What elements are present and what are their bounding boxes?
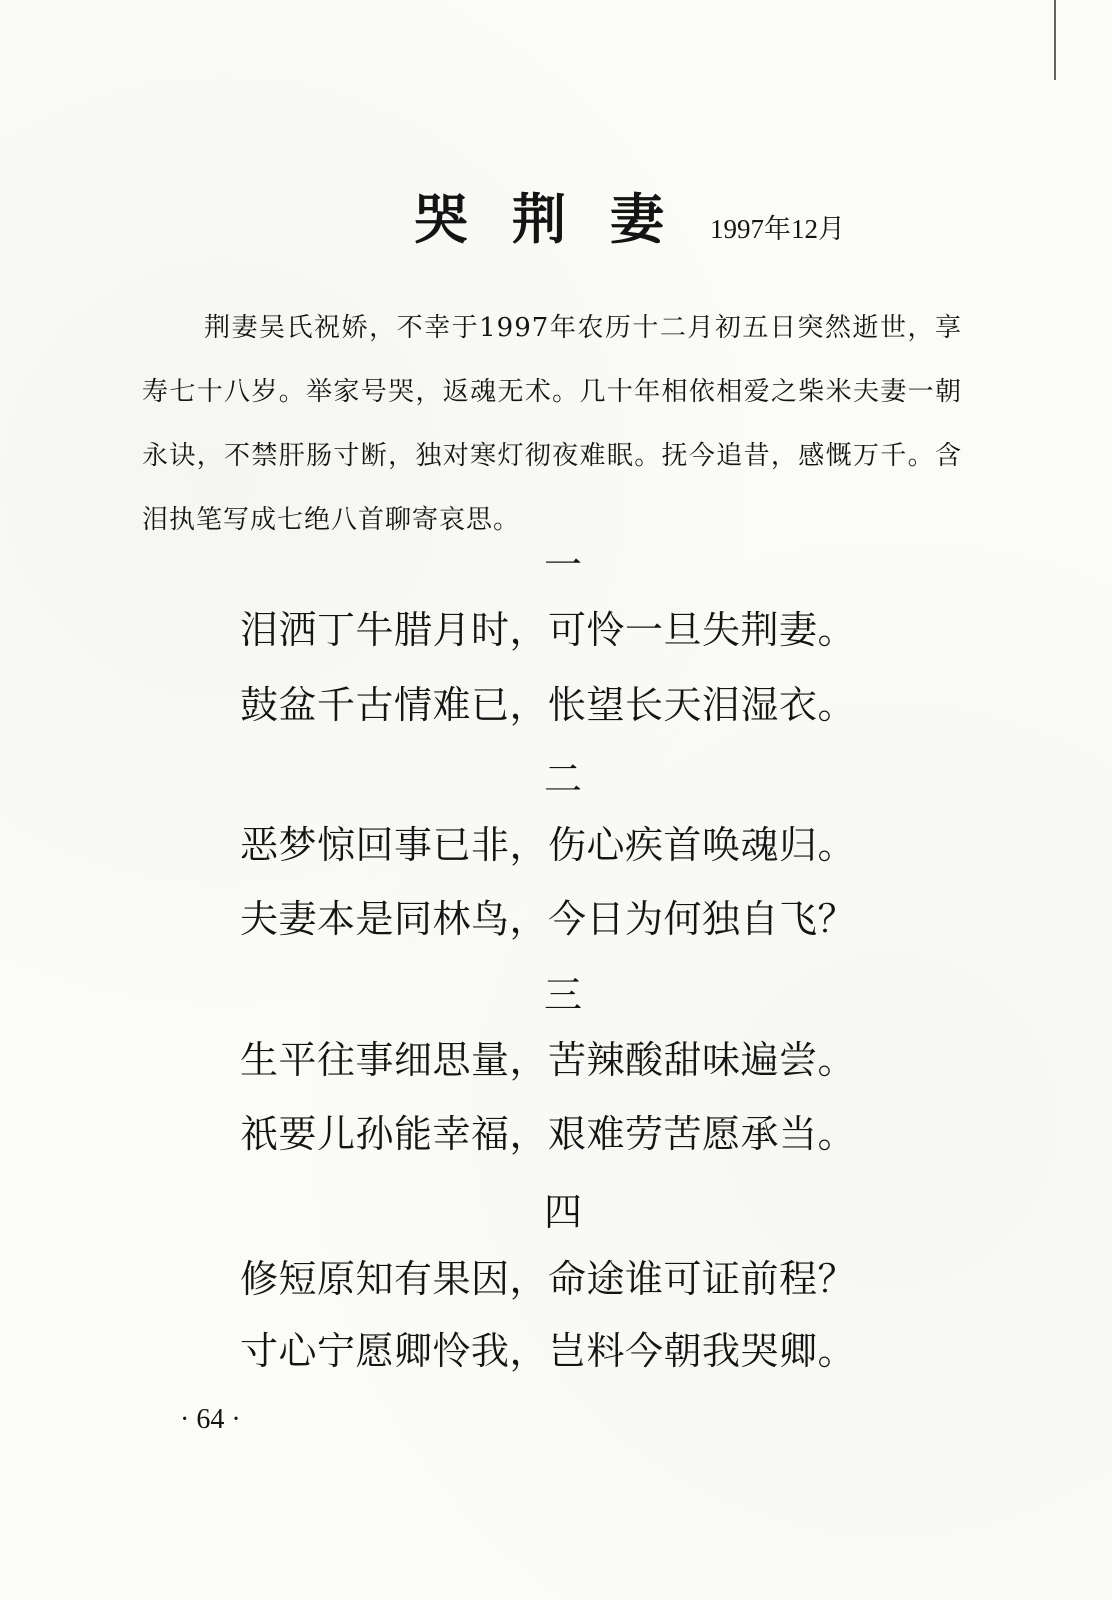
verse-line: 泪洒丁牛腊月时，可怜一旦失荆妻。 <box>240 608 857 652</box>
scan-edge-mark <box>1054 0 1056 80</box>
verse-line: 修短原知有果因，命途谁可证前程？ <box>240 1257 857 1301</box>
verse-line: 祇要儿孙能幸福，艰难劳苦愿承当。 <box>240 1112 857 1156</box>
verse-line: 寸心宁愿卿怜我，岂料今朝我哭卿。 <box>240 1329 857 1373</box>
section-number: 四 <box>543 1190 582 1234</box>
poem-date: 1997年12月 <box>710 214 845 244</box>
page-number: · 64 · <box>180 1404 241 1435</box>
poem-preface: 荆妻吴氏祝娇，不幸于1997年农历十二月初五日突然逝世，享寿七十八岁。举家号哭，返魂无术。几十年相依相爱之柴米夫妻一朝永诀，不禁肝肠寸断，独对寒灯彻夜难眠。抚今追昔，感慨万千。含泪执笔写成七绝八首聊寄哀思。 <box>142 313 962 535</box>
section-number: 一 <box>543 543 582 587</box>
title-row <box>414 188 934 258</box>
verse-line: 恶梦惊回事已非，伤心疾首唤魂归。 <box>240 823 857 867</box>
poem-title: 哭荆妻 <box>414 187 708 251</box>
verse-line: 夫妻本是同林鸟，今日为何独自飞？ <box>240 897 857 941</box>
verse-line: 鼓盆千古情难已，怅望长天泪湿衣。 <box>240 683 857 727</box>
section-number: 三 <box>543 973 582 1017</box>
verse-line: 生平往事细思量，苦辣酸甜味遍尝。 <box>240 1038 857 1082</box>
section-number: 二 <box>543 757 582 801</box>
